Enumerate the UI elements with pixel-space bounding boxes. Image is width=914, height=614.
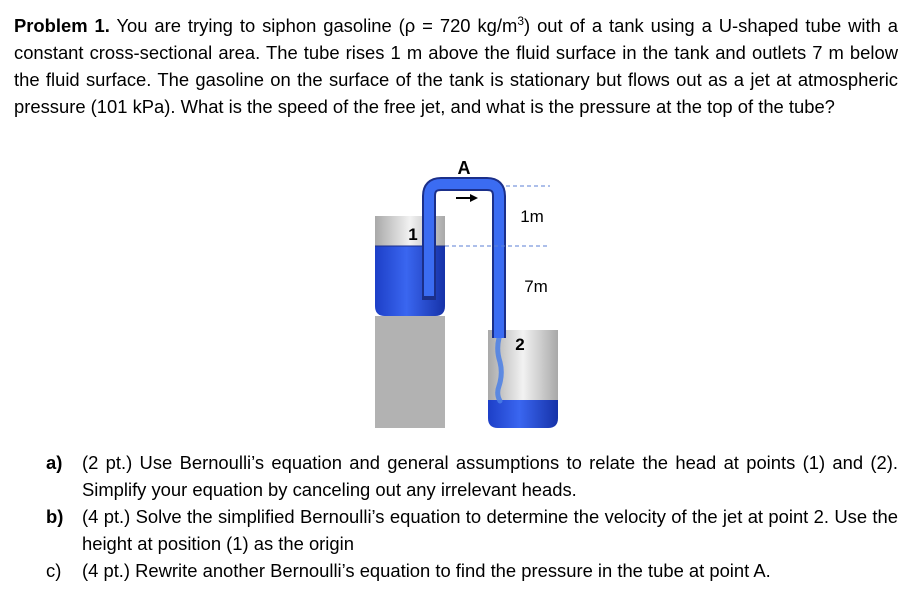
part-c-label: c) (46, 560, 62, 581)
part-b-label: b) (46, 506, 64, 527)
problem-text-post: ) out of a tank using a U-shaped tube with a constant cross-sectional area. The tube rises 1 m above the fluid surface in the tank and outlets 7 m below the fluid surface. The gasoline on the surface of the tank is stationary but flows out as a jet at atmospheric pressure (101 kPa). What is the speed of the free jet, and what is the pressure at the top of the tube? (14, 15, 899, 118)
part-c-text: (4 pt.) Rewrite another Bernoulli’s equation to find the pressure in the tube at point A. (82, 560, 771, 581)
question-parts (46, 449, 898, 584)
label-A: A (457, 158, 471, 178)
question-part-a (46, 449, 898, 503)
problem-statement (14, 8, 898, 120)
question-part-c (46, 557, 898, 584)
flow-arrow-icon (456, 194, 478, 202)
label-2: 2 (515, 335, 525, 354)
problem-text-pre: You are trying to siphon gasoline (ρ = 720 kg/m (109, 15, 518, 37)
dimension-1m: 1m (520, 207, 544, 226)
part-a-label: a) (46, 452, 63, 473)
part-b-text: (4 pt.) Solve the simplified Bernoulli’s equation to determine the velocity of the jet at point 2. Use the height at position (1) as the origin (82, 506, 898, 554)
question-part-b (46, 503, 898, 557)
part-a-text: (2 pt.) Use Bernoulli’s equation and general assumptions to relate the head at points (1) and (2). Simplify your equation by canceling out any irrelevant heads. (82, 452, 898, 500)
tank-pedestal (375, 316, 445, 428)
density-unit-exponent: 3 (517, 14, 525, 28)
label-1: 1 (408, 225, 418, 244)
dimension-7m: 7m (524, 277, 548, 296)
siphon-diagram (360, 158, 560, 430)
problem-label: Problem 1. (14, 15, 110, 37)
